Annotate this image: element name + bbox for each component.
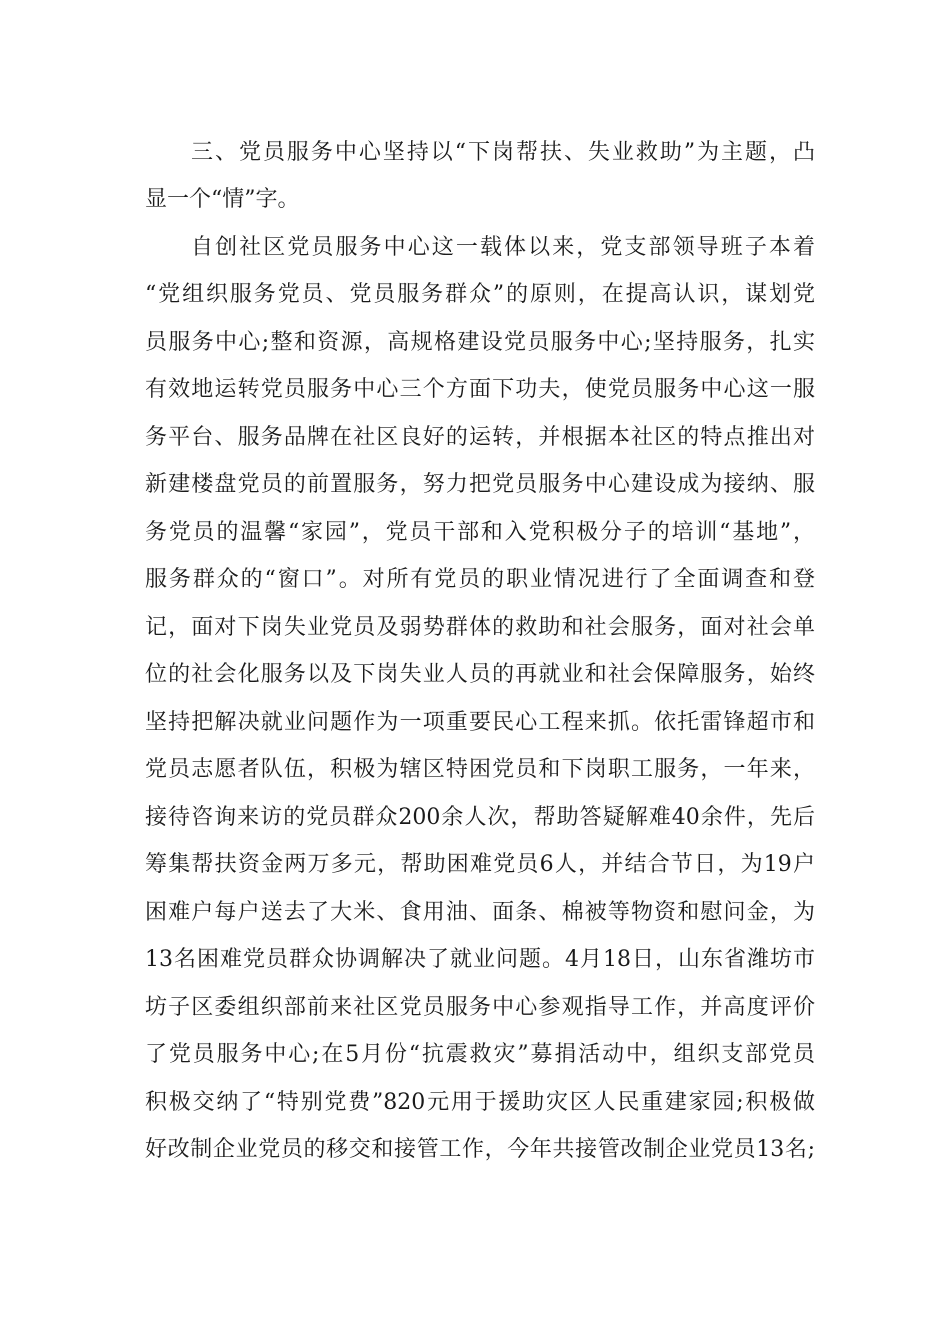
paragraph-line-4: 有效地运转党员服务中心三个方面下功夫，使党员服务中心这一服 <box>145 377 815 402</box>
paragraph-line-13: 接待咨询来访的党员群众200余人次，帮助答疑解难40余件，先后 <box>145 805 815 830</box>
paragraph-line-11: 坚持把解决就业问题作为一项重要民心工程来抓。依托雷锋超市和 <box>145 710 815 735</box>
paragraph-line-16: 13名困难党员群众协调解决了就业问题。4月18日，山东省潍坊市 <box>145 947 815 972</box>
paragraph-line-20: 好改制企业党员的移交和接管工作，今年共接管改制企业党员13名; <box>145 1137 815 1162</box>
paragraph-line-19: 积极交纳了“特别党费”820元用于援助灾区人民重建家园;积极做 <box>145 1090 815 1115</box>
paragraph-line-10: 位的社会化服务以及下岗失业人员的再就业和社会保障服务，始终 <box>145 662 815 687</box>
paragraph-line-12: 党员志愿者队伍，积极为辖区特困党员和下岗职工服务，一年来， <box>145 757 815 782</box>
paragraph-line-14: 筹集帮扶资金两万多元，帮助困难党员6人，并结合节日，为19户 <box>145 852 815 877</box>
paragraph-line-3: 员服务中心;整和资源，高规格建设党员服务中心;坚持服务，扎实 <box>145 330 815 355</box>
paragraph-line-15: 困难户每户送去了大米、食用油、面条、棉被等物资和慰问金，为 <box>145 900 815 925</box>
paragraph-line-8: 服务群众的“窗口”。对所有党员的职业情况进行了全面调查和登 <box>145 567 815 592</box>
heading-line-2: 显一个“情”字。 <box>145 187 300 212</box>
paragraph-line-7: 务党员的温馨“家园”，党员干部和入党积极分子的培训“基地”， <box>145 520 815 545</box>
paragraph-line-2: “党组织服务党员、党员服务群众”的原则，在提高认识，谋划党 <box>145 282 815 307</box>
paragraph-line-5: 务平台、服务品牌在社区良好的运转，并根据本社区的特点推出对 <box>145 425 815 450</box>
paragraph-line-18: 了党员服务中心;在5月份“抗震救灾”募捐活动中，组织支部党员 <box>145 1042 815 1067</box>
paragraph-line-17: 坊子区委组织部前来社区党员服务中心参观指导工作，并高度评价 <box>145 995 815 1020</box>
paragraph-line-6: 新建楼盘党员的前置服务，努力把党员服务中心建设成为接纳、服 <box>145 472 815 497</box>
heading-line-1: 三、党员服务中心坚持以“下岗帮扶、失业救助”为主题，凸 <box>191 140 815 165</box>
paragraph-line-9: 记，面对下岗失业党员及弱势群体的救助和社会服务，面对社会单 <box>145 615 815 640</box>
paragraph-line-1: 自创社区党员服务中心这一载体以来，党支部领导班子本着 <box>191 235 815 260</box>
